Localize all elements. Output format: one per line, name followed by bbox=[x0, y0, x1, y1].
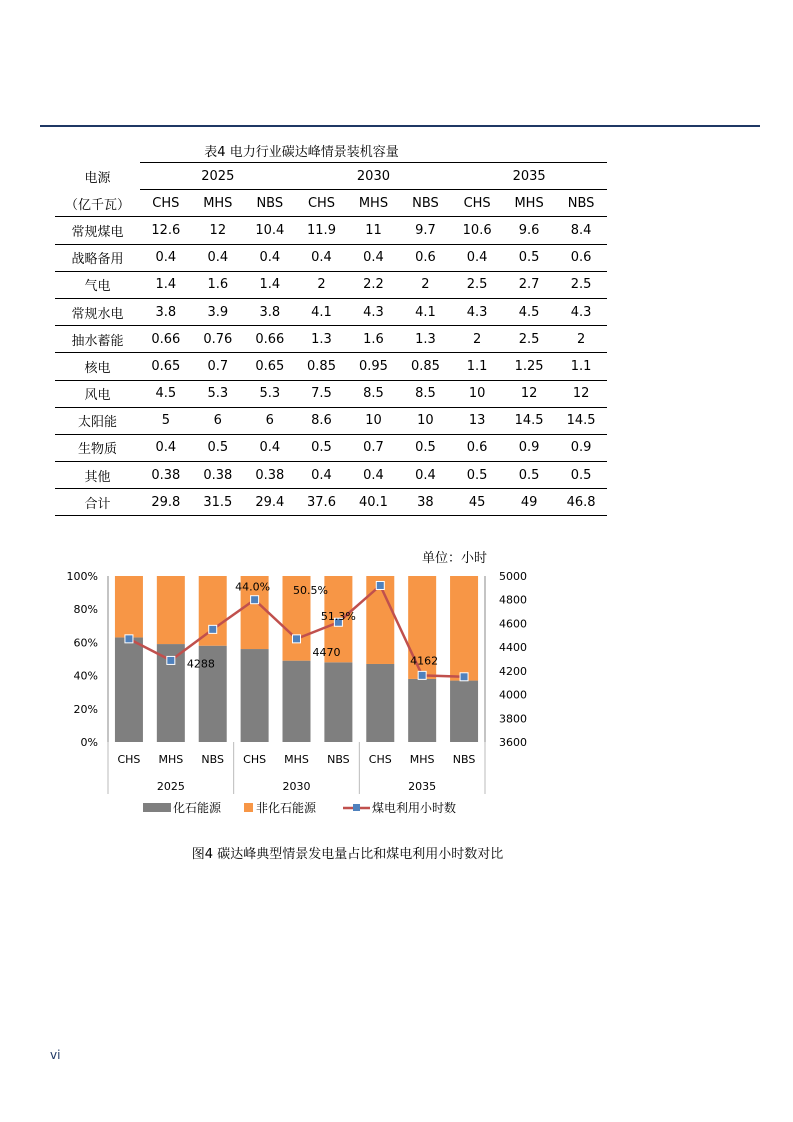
table-row bbox=[55, 217, 607, 244]
year-header: 2025 bbox=[140, 163, 296, 190]
table-cell: 10.6 bbox=[451, 217, 503, 244]
table-cell: 5 bbox=[140, 407, 192, 434]
table-cell: 13 bbox=[451, 407, 503, 434]
table-cell: 3.8 bbox=[140, 298, 192, 325]
row-label: 抽水蓄能 bbox=[55, 326, 140, 353]
table-cell: 4.3 bbox=[347, 298, 399, 325]
table-cell: 0.5 bbox=[503, 462, 555, 489]
table-cell: 2.2 bbox=[347, 271, 399, 298]
table-cell: 12 bbox=[555, 380, 607, 407]
table-cell: 12.6 bbox=[140, 217, 192, 244]
row-label: 气电 bbox=[55, 271, 140, 298]
data-label: 50.5% bbox=[293, 584, 328, 598]
table-cell: 8.5 bbox=[347, 380, 399, 407]
data-label: 44.0% bbox=[235, 580, 271, 594]
category-label: CHS bbox=[368, 753, 392, 766]
table-cell: 0.4 bbox=[192, 244, 244, 271]
category-label: MHS bbox=[284, 753, 309, 766]
data-label: 4288 bbox=[186, 657, 215, 671]
table-cell: 0.9 bbox=[555, 434, 607, 461]
figure-caption: 图4 碳达峰典型情景发电量占比和煤电利用小时数对比 bbox=[191, 847, 504, 862]
scenario-header: MHS bbox=[192, 190, 244, 217]
table-row bbox=[55, 244, 607, 271]
scenario-header: CHS bbox=[140, 190, 192, 217]
table-cell: 1.25 bbox=[503, 353, 555, 380]
table-cell: 0.7 bbox=[192, 353, 244, 380]
table-cell: 10 bbox=[400, 407, 452, 434]
bar-fossil bbox=[366, 664, 394, 742]
year-header: 2030 bbox=[296, 163, 452, 190]
table-cell: 0.4 bbox=[296, 244, 348, 271]
table-cell: 1.4 bbox=[244, 271, 296, 298]
year-header: 2035 bbox=[451, 163, 607, 190]
table-cell: 8.6 bbox=[296, 407, 348, 434]
table-cell: 0.6 bbox=[451, 434, 503, 461]
table-cell: 10.4 bbox=[244, 217, 296, 244]
table-cell: 9.7 bbox=[400, 217, 452, 244]
table-cell: 0.4 bbox=[347, 244, 399, 271]
coal-hours-marker bbox=[460, 673, 468, 681]
table-row bbox=[55, 380, 607, 407]
table-cell: 1.6 bbox=[347, 326, 399, 353]
bar-fossil bbox=[324, 662, 352, 742]
right-tick-label: 3800 bbox=[499, 712, 527, 726]
table-cell: 0.85 bbox=[296, 353, 348, 380]
unit-label: 单位：小时 bbox=[421, 551, 487, 566]
table-cell: 38 bbox=[400, 489, 452, 516]
table-header-scenarios bbox=[55, 190, 607, 217]
right-tick-label: 4000 bbox=[499, 688, 527, 702]
table-cell: 9.6 bbox=[503, 217, 555, 244]
right-tick-label: 5000 bbox=[499, 570, 527, 583]
coal-hours-marker bbox=[209, 625, 217, 633]
bar-fossil bbox=[408, 679, 436, 742]
table-cell: 10 bbox=[451, 380, 503, 407]
legend-swatch-non-fossil bbox=[244, 803, 253, 812]
right-tick-label: 4400 bbox=[499, 641, 527, 655]
table-cell: 0.76 bbox=[192, 326, 244, 353]
coal-hours-marker bbox=[376, 581, 384, 589]
right-tick-label: 3600 bbox=[499, 736, 527, 749]
coal-hours-marker bbox=[293, 635, 301, 643]
table-cell: 5.3 bbox=[244, 380, 296, 407]
legend-label: 煤电利用小时数 bbox=[372, 801, 457, 815]
table-row bbox=[55, 462, 607, 489]
table-cell: 0.9 bbox=[503, 434, 555, 461]
bar-fossil bbox=[450, 681, 478, 742]
table-cell: 4.5 bbox=[503, 298, 555, 325]
table-cell: 40.1 bbox=[347, 489, 399, 516]
table-cell: 12 bbox=[503, 380, 555, 407]
table-cell: 8.4 bbox=[555, 217, 607, 244]
coal-hours-marker bbox=[125, 635, 133, 643]
table-cell: 5.3 bbox=[192, 380, 244, 407]
table-cell: 0.4 bbox=[400, 462, 452, 489]
table-cell: 0.66 bbox=[140, 326, 192, 353]
group-label: 2030 bbox=[282, 780, 311, 793]
scenario-header: CHS bbox=[451, 190, 503, 217]
table-cell: 0.65 bbox=[244, 353, 296, 380]
row-label: 常规水电 bbox=[55, 298, 140, 325]
scenario-header: MHS bbox=[347, 190, 399, 217]
table-cell: 7.5 bbox=[296, 380, 348, 407]
capacity-table bbox=[55, 162, 607, 516]
table-cell: 1.4 bbox=[140, 271, 192, 298]
page-number: vi bbox=[50, 1048, 61, 1062]
table-row bbox=[55, 326, 607, 353]
left-tick-label: 100% bbox=[66, 570, 98, 583]
row-label: 其他 bbox=[55, 462, 140, 489]
table-caption: 表4 电力行业碳达峰情景装机容量 bbox=[204, 145, 399, 160]
table-cell: 0.85 bbox=[400, 353, 452, 380]
table-cell: 0.38 bbox=[244, 462, 296, 489]
data-label: 4162 bbox=[410, 654, 439, 668]
table-cell: 2.5 bbox=[555, 271, 607, 298]
table-cell: 29.4 bbox=[244, 489, 296, 516]
table-cell: 0.6 bbox=[400, 244, 452, 271]
table-cell: 4.3 bbox=[451, 298, 503, 325]
table-cell: 0.4 bbox=[244, 434, 296, 461]
table-cell: 6 bbox=[192, 407, 244, 434]
table-cell: 6 bbox=[244, 407, 296, 434]
table-cell: 1.1 bbox=[451, 353, 503, 380]
table-cell: 46.8 bbox=[555, 489, 607, 516]
table-cell: 0.5 bbox=[555, 462, 607, 489]
category-label: MHS bbox=[158, 753, 184, 766]
bar-non-fossil bbox=[157, 576, 185, 644]
table-cell: 0.65 bbox=[140, 353, 192, 380]
table-cell: 14.5 bbox=[503, 407, 555, 434]
table-cell: 0.4 bbox=[140, 244, 192, 271]
table-cell: 0.4 bbox=[296, 462, 348, 489]
left-tick-label: 80% bbox=[73, 603, 98, 617]
table-cell: 1.1 bbox=[555, 353, 607, 380]
table-cell: 0.5 bbox=[503, 244, 555, 271]
table-cell: 2.5 bbox=[451, 271, 503, 298]
table-cell: 2 bbox=[400, 271, 452, 298]
table-cell: 8.5 bbox=[400, 380, 452, 407]
unit-label: （亿千瓦） bbox=[64, 197, 130, 213]
table-cell: 10 bbox=[347, 407, 399, 434]
category-label: NBS bbox=[201, 753, 225, 766]
category-label: NBS bbox=[452, 753, 476, 766]
data-label: 51.3% bbox=[320, 609, 356, 623]
table-cell: 0.95 bbox=[347, 353, 399, 380]
table-cell: 29.8 bbox=[140, 489, 192, 516]
legend-swatch-marker bbox=[353, 804, 360, 811]
legend-label: 化石能源 bbox=[173, 801, 222, 815]
table-cell: 2.5 bbox=[503, 326, 555, 353]
table-cell: 31.5 bbox=[192, 489, 244, 516]
right-tick-label: 4200 bbox=[499, 664, 527, 678]
table-cell: 0.5 bbox=[296, 434, 348, 461]
right-tick-label: 4800 bbox=[499, 593, 527, 607]
table-cell: 0.7 bbox=[347, 434, 399, 461]
table-cell: 0.6 bbox=[555, 244, 607, 271]
table-cell: 0.66 bbox=[244, 326, 296, 353]
table-cell: 3.9 bbox=[192, 298, 244, 325]
legend-swatch-fossil bbox=[143, 803, 171, 812]
table-cell: 0.5 bbox=[192, 434, 244, 461]
table-cell: 0.4 bbox=[451, 244, 503, 271]
table-cell: 12 bbox=[192, 217, 244, 244]
legend-label: 非化石能源 bbox=[256, 801, 317, 815]
bar-fossil bbox=[115, 637, 143, 742]
table-cell: 1.3 bbox=[296, 326, 348, 353]
row-label: 太阳能 bbox=[55, 407, 140, 434]
bar-fossil bbox=[283, 661, 311, 742]
table-cell: 2 bbox=[451, 326, 503, 353]
table-row bbox=[55, 489, 607, 516]
table-row bbox=[55, 353, 607, 380]
row-label: 生物质 bbox=[55, 434, 140, 461]
header-label: 电源 bbox=[84, 170, 111, 186]
group-label: 2035 bbox=[408, 780, 437, 793]
row-label: 风电 bbox=[55, 380, 140, 407]
table-row bbox=[55, 407, 607, 434]
row-label: 合计 bbox=[55, 489, 140, 516]
table-cell: 4.1 bbox=[296, 298, 348, 325]
table-cell: 3.8 bbox=[244, 298, 296, 325]
table-cell: 2 bbox=[555, 326, 607, 353]
table-cell: 1.3 bbox=[400, 326, 452, 353]
table-cell: 11.9 bbox=[296, 217, 348, 244]
bar-fossil bbox=[241, 649, 269, 742]
table-cell: 49 bbox=[503, 489, 555, 516]
coal-hours-marker bbox=[251, 596, 259, 604]
left-tick-label: 60% bbox=[73, 636, 98, 650]
table-cell: 0.5 bbox=[400, 434, 452, 461]
table-cell: 4.1 bbox=[400, 298, 452, 325]
table-cell: 11 bbox=[347, 217, 399, 244]
table-cell: 4.5 bbox=[140, 380, 192, 407]
table-cell: 37.6 bbox=[296, 489, 348, 516]
group-label: 2025 bbox=[156, 780, 185, 793]
table-row bbox=[55, 298, 607, 325]
coal-hours-marker bbox=[418, 671, 426, 679]
row-label: 常规煤电 bbox=[55, 217, 140, 244]
row-label: 核电 bbox=[55, 353, 140, 380]
table-header-years bbox=[55, 163, 607, 190]
scenario-header: MHS bbox=[503, 190, 555, 217]
data-label: 4470 bbox=[312, 645, 341, 659]
table-cell: 0.38 bbox=[140, 462, 192, 489]
table-cell: 2.7 bbox=[503, 271, 555, 298]
table-row bbox=[55, 271, 607, 298]
table-cell: 14.5 bbox=[555, 407, 607, 434]
row-label: 战略备用 bbox=[55, 244, 140, 271]
category-label: MHS bbox=[409, 753, 435, 766]
table-cell: 1.6 bbox=[192, 271, 244, 298]
category-label: CHS bbox=[117, 753, 141, 766]
right-tick-label: 4600 bbox=[499, 617, 527, 631]
scenario-header: NBS bbox=[555, 190, 607, 217]
table-row bbox=[55, 434, 607, 461]
bar-non-fossil bbox=[450, 576, 478, 681]
table-cell: 0.4 bbox=[140, 434, 192, 461]
table-cell: 45 bbox=[451, 489, 503, 516]
table-cell: 2 bbox=[296, 271, 348, 298]
table-cell: 0.38 bbox=[192, 462, 244, 489]
bar-non-fossil bbox=[115, 576, 143, 637]
table-cell: 0.4 bbox=[244, 244, 296, 271]
table-cell: 0.4 bbox=[347, 462, 399, 489]
category-label: NBS bbox=[327, 753, 350, 766]
left-tick-label: 40% bbox=[73, 669, 98, 683]
scenario-header: CHS bbox=[296, 190, 348, 217]
top-rule bbox=[40, 125, 760, 127]
scenario-header: NBS bbox=[244, 190, 296, 217]
coal-hours-marker bbox=[167, 656, 175, 664]
scenario-header: NBS bbox=[400, 190, 452, 217]
table-cell: 0.5 bbox=[451, 462, 503, 489]
generation-share-chart bbox=[60, 545, 550, 830]
table-cell: 4.3 bbox=[555, 298, 607, 325]
left-tick-label: 0% bbox=[80, 736, 98, 749]
category-label: CHS bbox=[243, 753, 267, 766]
left-tick-label: 20% bbox=[73, 702, 98, 716]
